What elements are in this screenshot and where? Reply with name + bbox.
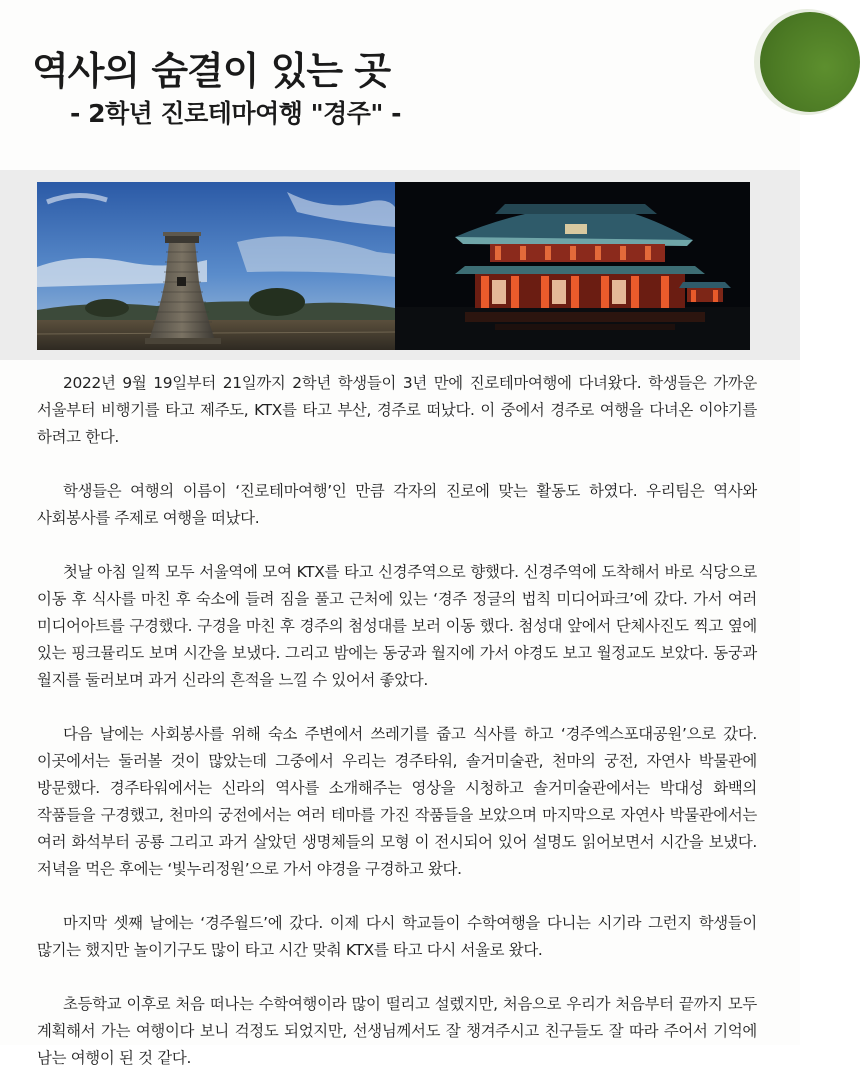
green-circle-decoration <box>760 12 860 112</box>
paragraph-2: 학생들은 여행의 이름이 ‘진로테마여행’인 만큼 각자의 진로에 맞는 활동도 하였다. 우리팀은 역사와 사회봉사를 주제로 여행을 떠났다. <box>37 482 757 527</box>
article-body <box>37 370 757 1072</box>
photo-strip <box>37 182 750 350</box>
paragraph-4: 다음 날에는 사회봉사를 위해 숙소 주변에서 쓰레기를 줍고 식사를 하고 ‘경주엑스포대공원’으로 갔다. 이곳에서는 둘러볼 것이 많았는데 그중에서 우리는 경주타워, 솔거미술관, 천마의 궁전, 자연사 박물관에 방문했다. 경주타워에서는 신라의 역사를 소개해주는 영상을 시청하고 솔거미술관에서는 박대성 화백의 작품들을 구경했고, 천마의 궁전에서는 여러 테마를 가진 작품들을 보았으며 마지막으로 자연사 박물관에서는 여러 화석부터 공룡 그리고 과거 살았던 생명체들의 모형 이 전시되어 있어 설명도 읽어보면서 시간을 보냈다. 저녁을 먹은 후에는 ‘빛누리정원’으로 가서 야경을 구경하고 왔다. <box>37 725 757 878</box>
paragraph-6: 초등학교 이후로 처음 떠나는 수학여행이라 많이 떨리고 설렜지만, 처음으로 우리가 처음부터 끝까지 모두 계획해서 가는 여행이다 보니 걱정도 되었지만, 선생님께서도 잘 챙겨주시고 친구들도 잘 따라 주어서 기억에 남는 여행이 된 것 같다. <box>37 995 757 1067</box>
cheomseongdae-photo <box>37 182 395 350</box>
donggung-wolji-photo <box>395 182 750 350</box>
page-title: 역사의 숨결이 있는 곳 <box>32 49 391 93</box>
paragraph-5: 마지막 셋째 날에는 ‘경주월드’에 갔다. 이제 다시 학교들이 수학여행을 다니는 시기라 그런지 학생들이 많기는 했지만 놀이기구도 많이 타고 시간 맞춰 KTX를 타고 다시 서울로 왔다. <box>37 914 757 959</box>
paragraph-3: 첫날 아침 일찍 모두 서울역에 모여 KTX를 타고 신경주역으로 향했다. 신경주역에 도착해서 바로 식당으로 이동 후 식사를 마친 후 숙소에 들려 짐을 풀고 근처에 있는 ‘경주 정글의 법칙 미디어파크’에 갔다. 가서 여러 미디어아트를 구경했다. 구경을 마친 후 경주의 첨성대를 보러 이동 했다. 첨성대 앞에서 단체사진도 찍고 옆에 있는 핑크뮬리도 보며 시간을 보냈다. 그리고 밤에는 동궁과 월지에 가서 야경도 보고 월정교도 보았다. 동궁과 월지를 둘러보며 과거 신라의 흔적을 느낄 수 있어서 좋았다. <box>37 563 757 689</box>
paragraph-1: 2022년 9월 19일부터 21일까지 2학년 학생들이 3년 만에 진로테마여행에 다녀왔다. 학생들은 가까운 서울부터 비행기를 타고 제주도, KTX를 타고 부산, 경주로 떠났다. 이 중에서 경주로 여행을 다녀온 이야기를 하려고 한다. <box>37 374 757 446</box>
page-subtitle: - 2학년 진로테마여행 "경주" - <box>70 99 402 128</box>
